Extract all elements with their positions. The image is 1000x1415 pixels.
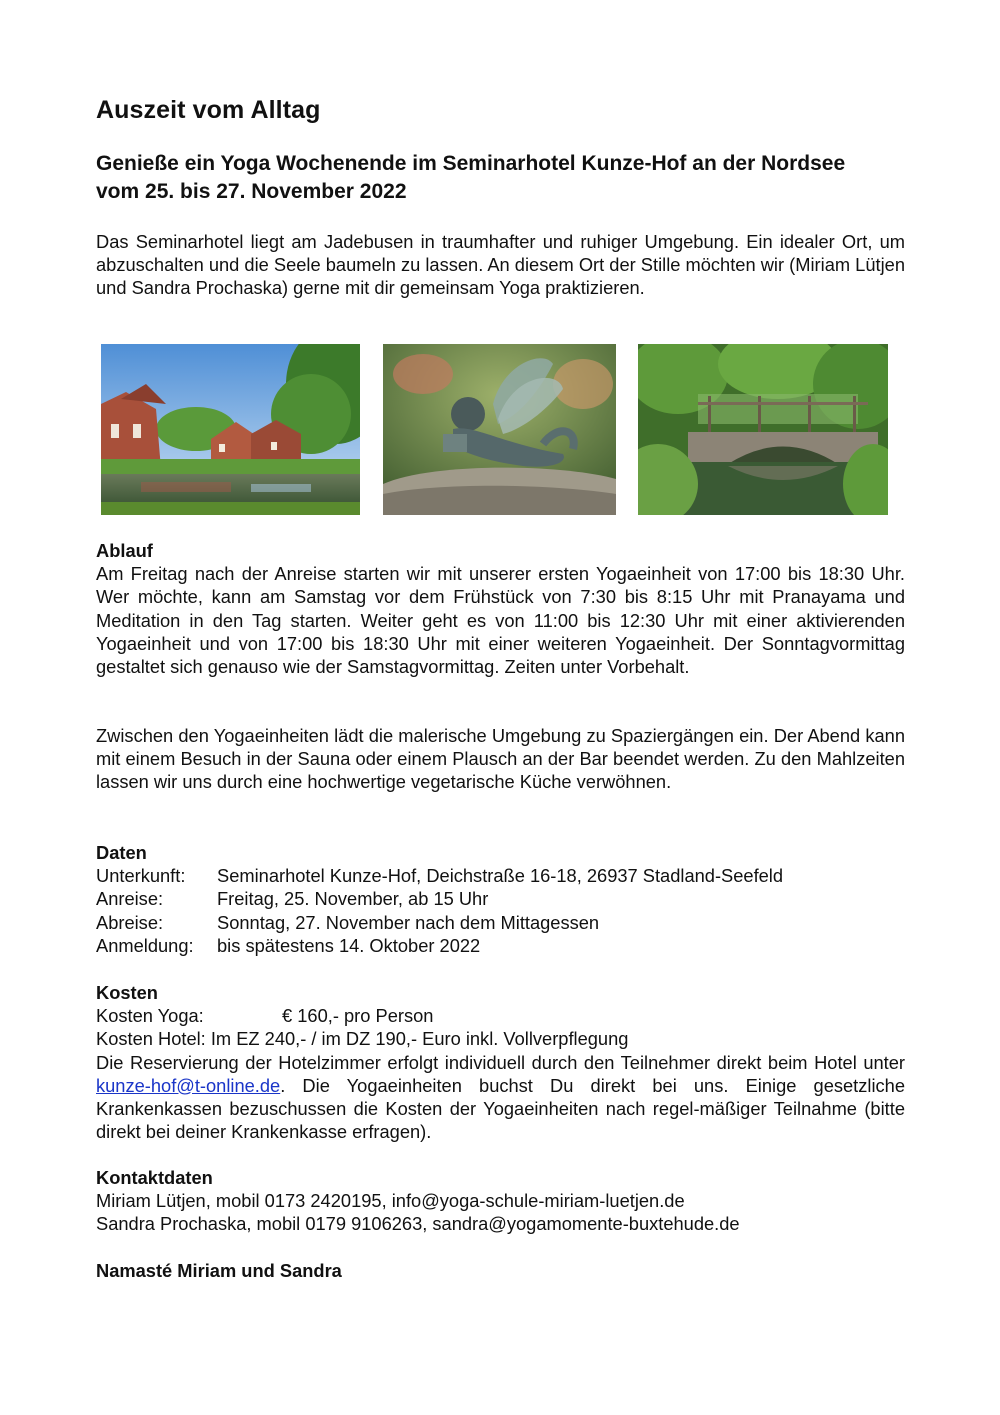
hotel-pond-photo: [101, 344, 360, 515]
daten-row: [96, 934, 905, 957]
fairy-statue-photo: [383, 344, 616, 515]
reservation-text: Die Reservierung der Hotelzimmer erfolgt individuell durch den Teilnehmer direkt beim Hotel unter: [96, 1051, 905, 1073]
section-kontakt: [96, 1166, 905, 1236]
section-heading-ablauf: Ablauf: [96, 540, 153, 561]
kosten-reservation-paragraph: [96, 1051, 905, 1144]
hotel-email-link[interactable]: kunze-hof@t-online.de: [96, 1074, 281, 1096]
daten-label: Anmeldung:: [96, 934, 194, 956]
section-heading-kontakt: Kontaktdaten: [96, 1167, 213, 1188]
kosten-yoga-value: € 160,- pro Person: [282, 1005, 434, 1027]
daten-label: Unterkunft:: [96, 865, 186, 887]
section-kosten: [96, 981, 905, 1143]
kosten-yoga-row: [96, 1004, 905, 1027]
daten-row: [96, 911, 905, 934]
daten-value: Sonntag, 27. November nach dem Mittagessen: [217, 911, 600, 933]
page-title: Auszeit vom Alltag: [96, 96, 321, 124]
page-subtitle: Genieße ein Yoga Wochenende im Seminarhotel Kunze-Hof an der Nordsee vom 25. bis 27. November 2022: [96, 152, 846, 203]
section-ablauf: [96, 539, 905, 678]
section-daten: [96, 841, 905, 957]
daten-value: Freitag, 25. November, ab 15 Uhr: [217, 888, 489, 910]
intro-paragraph: Das Seminarhotel liegt am Jadebusen in traumhafter und ruhiger Umgebung. Ein idealer Ort, um abzuschalten und die Seele baumeln zu lassen. An diesem Ort der Stille möchten wir (Miriam Lütjen und Sandra Prochaska) gerne mit dir gemeinsam Yoga praktizieren.: [96, 231, 905, 299]
daten-row: [96, 864, 905, 887]
stone-bridge-photo: [638, 344, 888, 515]
daten-label: Abreise:: [96, 911, 164, 933]
kosten-hotel-line: Kosten Hotel: Im EZ 240,- / im DZ 190,- Euro inkl. Vollverpflegung: [96, 1028, 629, 1050]
section-heading-kosten: Kosten: [96, 982, 158, 1003]
daten-value: bis spätestens 14. Oktober 2022: [217, 934, 481, 956]
contact-line-miriam: Miriam Lütjen, mobil 0173 2420195, info@yoga-schule-miriam-luetjen.de: [96, 1190, 685, 1212]
ablauf-paragraph-2: Zwischen den Yogaeinheiten lädt die malerische Umgebung zu Spaziergängen ein. Der Abend kann mit einem Besuch in der Sauna oder einem Plausch an der Bar beendet werden. Zu den Mahlzeiten lassen wir uns durch eine hochwertige vegetarische Küche verwöhnen.: [96, 725, 905, 793]
daten-label: Anreise:: [96, 888, 164, 910]
closing-greeting: Namasté Miriam und Sandra: [96, 1260, 342, 1281]
daten-value: Seminarhotel Kunze-Hof, Deichstraße 16-18, 26937 Stadland-Seefeld: [217, 865, 784, 887]
daten-row: [96, 887, 905, 910]
photo-strip: [101, 344, 893, 516]
reservation-text-continued: . Die Yogaeinheiten buchst Du direkt bei uns. Einige gesetzliche Krankenkassen bezuschussen die Kosten der Yogaeinheiten nach regel-mäßiger Teilnahme (bitte direkt bei deiner Krankenkasse erfragen).: [96, 1074, 905, 1143]
ablauf-paragraph-1: Am Freitag nach der Anreise starten wir mit unserer ersten Yogaeinheit von 17:00 bis 18:30 Uhr. Wer möchte, kann am Samstag vor dem Frühstück von 7:30 bis 8:15 Uhr mit Pranayama und Meditation in den Tag starten. Weiter geht es von 11:00 bis 12:30 Uhr mit einer aktivierenden Yogaeinheit und von 17:00 bis 18:30 Uhr mit einer weiteren Yogaeinheit. Der Sonntagvormittag gestaltet sich genauso wie der Samstagvormittag. Zeiten unter Vorbehalt.: [96, 563, 905, 678]
kosten-yoga-label: Kosten Yoga:: [96, 1005, 204, 1027]
contact-line-sandra: Sandra Prochaska, mobil 0179 9106263, sandra@yogamomente-buxtehude.de: [96, 1213, 740, 1235]
section-ablauf-continued: [96, 724, 905, 794]
section-heading-daten: Daten: [96, 842, 147, 863]
